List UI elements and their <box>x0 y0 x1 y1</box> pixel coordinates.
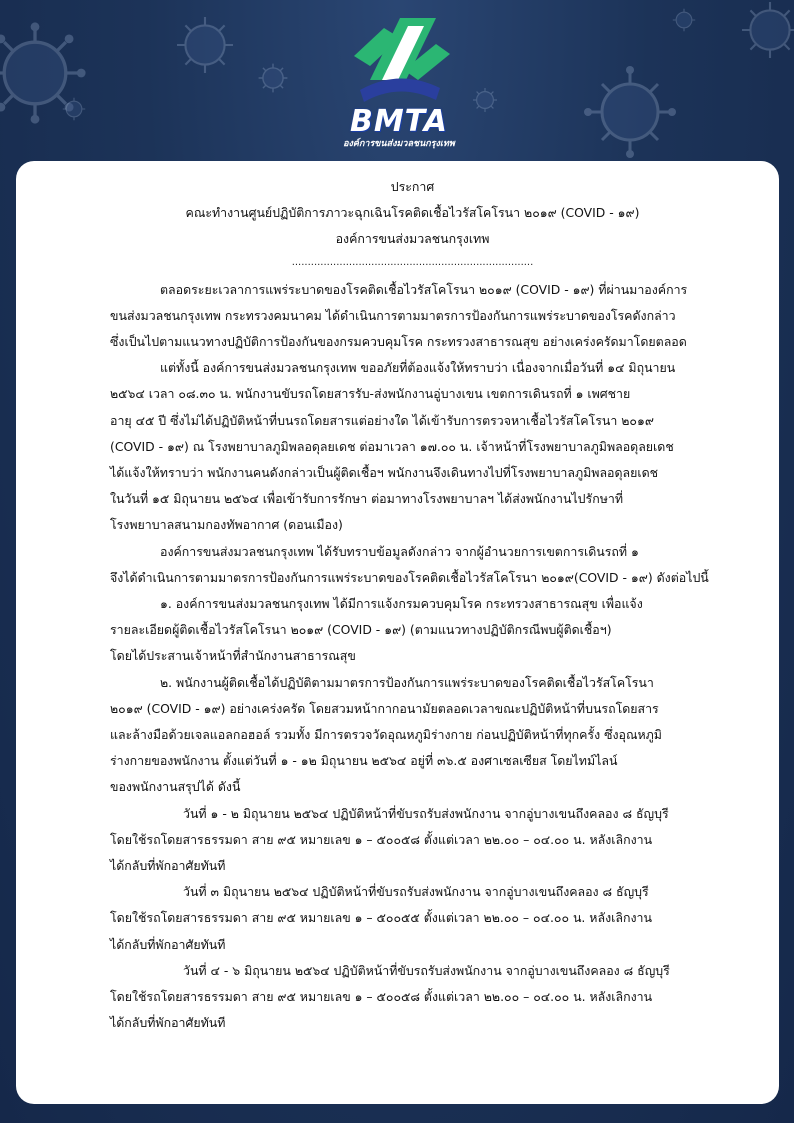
paragraph-2 <box>110 355 715 538</box>
timeline-3 <box>110 958 715 1037</box>
text-line: ๑. องค์การขนส่งมวลชนกรุงเทพ ได้มีการแจ้งกรมควบคุมโรค กระทรวงสาธารณสุข เพื่อแจ้ง <box>160 596 643 612</box>
brand-name: BMTA <box>349 104 449 139</box>
divider: ............................................................................ <box>291 256 534 268</box>
text-line: ๒๕๖๔ เวลา ๐๘.๓๐ น. พนักงานขับรถโดยสารรับ-ส่งพนักงานอู่บางเขน เขตการเดินรถที่ ๑ เพศชาย <box>110 386 631 402</box>
announcement-title: คณะทำงานศูนย์ปฏิบัติการภาวะฉุกเฉินโรคติดเชื้อไวรัสโคโรนา ๒๐๑๙ (COVID - ๑๙) <box>185 205 640 221</box>
text-line: แต่ทั้งนี้ องค์การขนส่งมวลชนกรุงเทพ ขออภัยที่ต้องแจ้งให้ทราบว่า เนื่องจากเมื่อวันที่ ๑๔ มิถุนายน <box>160 360 676 376</box>
text-line: (COVID - ๑๙) ณ โรงพยาบาลภูมิพลอดุลยเดช ต่อมาเวลา ๑๗.๐๐ น. เจ้าหน้าที่โรงพยาบาลภูมิพลอดุลยเดช <box>110 438 674 454</box>
text-line: วันที่ ๓ มิถุนายน ๒๕๖๔ ปฏิบัติหน้าที่ขับรถรับส่งพนักงาน จากอู่บางเขนถึงคลอง ๘ ธัญบุรี <box>183 884 649 900</box>
text-line: รายละเอียดผู้ติดเชื้อไวรัสโคโรนา ๒๐๑๙ (COVID - ๑๙) (ตามแนวทางปฏิบัติกรณีพบผู้ติดเชื้อฯ) <box>110 622 612 638</box>
text-line: โดยใช้รถโดยสารธรรมดา สาย ๙๕ หมายเลข ๑ – ๕๐๐๕๘ ตั้งแต่เวลา ๒๒.๐๐ – ๐๔.๐๐ น. หลังเลิกงาน <box>110 989 653 1005</box>
text-line: ซึ่งเป็นไปตามแนวทางปฏิบัติการป้องกันของกรมควบคุมโรค กระทรวงสาธารณสุข อย่างเคร่งครัดมาโดยตลอด <box>110 334 687 350</box>
text-line: ได้กลับที่พักอาศัยทันที <box>110 858 226 874</box>
text-line: ๒๐๑๙ (COVID - ๑๙) อย่างเคร่งครัด โดยสวมหน้ากากอนามัยตลอดเวลาขณะปฏิบัติหน้าที่บนรถโดยสาร <box>110 700 659 716</box>
virus-icon <box>580 62 680 162</box>
text-line: ตลอดระยะเวลาการแพร่ระบาดของโรคติดเชื้อไวรัสโคโรนา ๒๐๑๙ (COVID - ๑๙) ที่ผ่านมาองค์การ <box>160 281 688 297</box>
text-line: วันที่ ๔ - ๖ มิถุนายน ๒๕๖๔ ปฏิบัติหน้าที่ขับรถรับส่งพนักงาน จากอู่บางเขนถึงคลอง ๘ ธัญบุรี <box>183 962 670 978</box>
brand-subtitle: องค์การขนส่งมวลชนกรุงเทพ <box>343 139 455 149</box>
announcement <box>110 174 715 1037</box>
virus-icon <box>670 6 698 34</box>
text-line: ได้กลับที่พักอาศัยทันที <box>110 936 226 952</box>
text-line: โดยใช้รถโดยสารธรรมดา สาย ๙๕ หมายเลข ๑ – ๕๐๐๕๕ ตั้งแต่เวลา ๒๒.๐๐ – ๐๔.๐๐ น. หลังเลิกงาน <box>110 910 652 926</box>
paragraph-4 <box>110 591 715 670</box>
announcement-label: ประกาศ <box>390 179 435 194</box>
virus-icon <box>255 60 291 96</box>
bmta-logo <box>340 8 458 154</box>
paragraph-5 <box>110 670 715 801</box>
text-line: โดยได้ประสานเจ้าหน้าที่สำนักงานสาธารณสุข <box>110 648 356 664</box>
announcement-org: องค์การขนส่งมวลชนกรุงเทพ <box>335 231 490 247</box>
text-line: องค์การขนส่งมวลชนกรุงเทพ ได้รับทราบข้อมูลดังกล่าว จากผู้อำนวยการเขตการเดินรถที่ ๑ <box>160 543 639 559</box>
text-line: โดยใช้รถโดยสารธรรมดา สาย ๙๕ หมายเลข ๑ – ๕๐๐๕๘ ตั้งแต่เวลา ๒๒.๐๐ – ๐๔.๐๐ น. หลังเลิกงาน <box>110 831 653 847</box>
text-line: ร่างกายของพนักงาน ตั้งแต่วันที่ ๑ - ๑๒ มิถุนายน ๒๕๖๔ อยู่ที่ ๓๖.๕ องศาเซลเซียส โดยไทม์ไลน์ <box>110 753 618 769</box>
paragraph-3 <box>110 539 715 591</box>
text-line: โรงพยาบาลสนามกองทัพอากาศ (ดอนเมือง) <box>110 517 343 533</box>
text-line: วันที่ ๑ - ๒ มิถุนายน ๒๕๖๔ ปฏิบัติหน้าที่ขับรถรับส่งพนักงาน จากอู่บางเขนถึงคลอง ๘ ธัญบุรี <box>183 805 669 821</box>
text-line: ของพนักงานสรุปได้ ดังนี้ <box>110 779 241 795</box>
timeline-2 <box>110 879 715 958</box>
text-line: ได้กลับที่พักอาศัยทันที <box>110 1015 226 1031</box>
text-line: จึงได้ดำเนินการตามมาตรการป้องกันการแพร่ระบาดของโรคติดเชื้อไวรัสโคโรนา ๒๐๑๙(COVID - ๑๙) ดังต่อไปนี้ <box>110 569 709 585</box>
text-line: ขนส่งมวลชนกรุงเทพ กระทรวงคมนาคม ได้ดำเนินการตามมาตรการป้องกันการแพร่ระบาดของโรคดังกล่าว <box>110 307 676 323</box>
text-line: อายุ ๔๕ ปี ซึ่งไม่ได้ปฏิบัติหน้าที่บนรถโดยสารแต่อย่างใด ได้เข้ารับการตรวจหาเชื้อไวรัสโคโรนา ๒๐๑๙ <box>110 412 654 428</box>
text-line: ๒. พนักงานผู้ติดเชื้อได้ปฏิบัติตามมาตรการป้องกันการแพร่ระบาดของโรคติดเชื้อไวรัสโคโรนา <box>160 674 654 690</box>
text-line: และล้างมือด้วยเจลแอลกอฮอล์ รวมทั้ง มีการตรวจวัดอุณหภูมิร่างกาย ก่อนปฏิบัติหน้าที่ทุกครั้ง ซึ่งอุณหภูมิ <box>110 727 662 743</box>
document-card <box>16 161 779 1104</box>
virus-icon <box>60 95 88 123</box>
bmta-logo-mark <box>340 8 458 108</box>
text-line: ได้แจ้งให้ทราบว่า พนักงานคนดังกล่าวเป็นผู้ติดเชื้อฯ พนักงานจึงเดินทางไปที่โรงพยาบาลภูมิพลอดุลยเดช <box>110 465 659 481</box>
virus-icon <box>170 10 240 80</box>
timeline-1 <box>110 801 715 880</box>
virus-icon <box>735 0 794 65</box>
text-line: ในวันที่ ๑๕ มิถุนายน ๒๕๖๔ เพื่อเข้ารับการรักษา ต่อมาทางโรงพยาบาลฯ ได้ส่งพนักงานไปรักษาที่ <box>110 491 623 507</box>
paragraph-1 <box>110 277 715 356</box>
virus-icon <box>470 85 500 115</box>
